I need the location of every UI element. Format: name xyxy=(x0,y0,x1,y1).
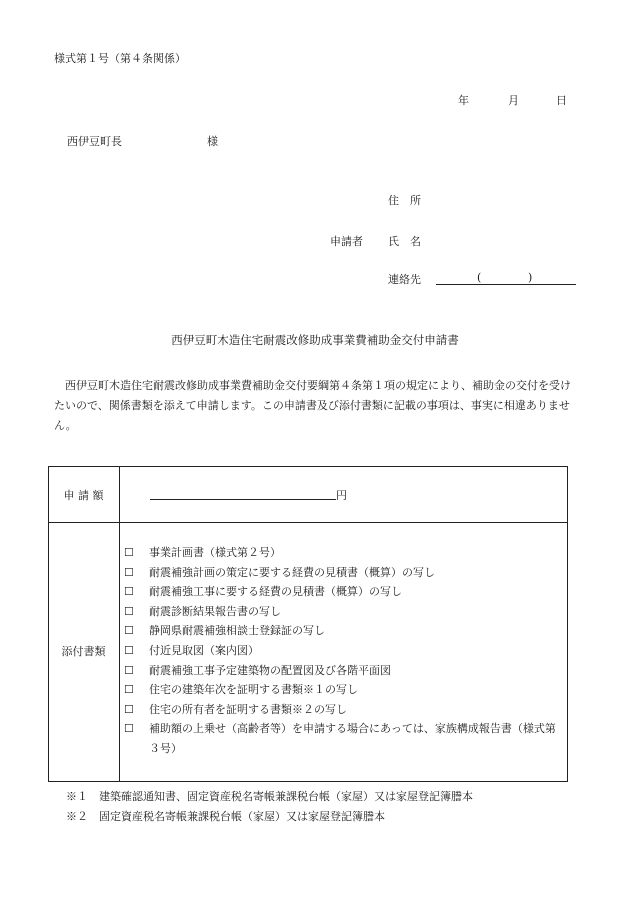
checkbox-icon: ☐ xyxy=(124,722,134,736)
checkbox-icon: ☐ xyxy=(124,702,134,716)
attachment-text: 静岡県耐震補強相談士登録証の写し xyxy=(149,624,325,638)
body-paragraph: 西伊豆町木造住宅耐震改修助成事業費補助金交付要綱第４条第１項の規定により、補助金の交付を受けたいので、関係書類を添えて申請します。この申請書及び添付書類に記載の事項は、事実に相違ありません。 xyxy=(54,379,571,432)
attachment-text: 住宅の建築年次を証明する書類※１の写し xyxy=(149,683,358,697)
date-year-label: 年 xyxy=(458,94,469,107)
address-label: 住 所 xyxy=(388,194,421,207)
contact-label: 連絡先 xyxy=(388,273,421,286)
list-item xyxy=(124,680,566,700)
checkbox-icon: ☐ xyxy=(124,585,134,599)
attachments-label: 添付書類 xyxy=(61,645,106,658)
form-number: 様式第１号（第４条関係） xyxy=(54,52,186,65)
table-row-divider xyxy=(48,522,568,523)
attachment-text: 耐震補強工事予定建築物の配置図及び各階平面図 xyxy=(149,663,391,677)
footnote-2: ※２ 固定資産税名寄帳兼課税台帳（家屋）又は家屋登記簿謄本 xyxy=(66,810,385,823)
list-item xyxy=(124,582,566,602)
list-item xyxy=(124,563,566,583)
date-month-label: 月 xyxy=(508,94,519,107)
list-item xyxy=(124,621,566,641)
amount-underline xyxy=(150,499,336,500)
attachment-text: 耐震補強工事に要する経費の見積書（概算）の写し xyxy=(149,585,402,599)
checkbox-icon: ☐ xyxy=(124,565,134,579)
name-label: 氏 名 xyxy=(388,235,421,248)
addressee-honorific: 様 xyxy=(207,135,218,148)
contact-close-paren: ) xyxy=(528,271,533,284)
attachment-text: 耐震診断結果報告書の写し xyxy=(149,604,281,618)
attachment-list xyxy=(124,543,566,759)
date-day-label: 日 xyxy=(556,94,567,107)
contact-open-paren: ( xyxy=(477,271,482,284)
footnote-1: ※１ 建築確認通知書、固定資産税名寄帳兼課税台帳（家屋）又は家屋登記簿謄本 xyxy=(66,790,473,803)
attachment-text: 付近見取図（案内図） xyxy=(149,643,259,657)
table-column-divider xyxy=(119,466,120,782)
checkbox-icon: ☐ xyxy=(124,624,134,638)
checkbox-icon: ☐ xyxy=(124,643,134,657)
checkbox-icon: ☐ xyxy=(124,683,134,697)
addressee-name: 西伊豆町長 xyxy=(67,135,122,148)
applicant-label: 申請者 xyxy=(330,235,363,248)
checkbox-icon: ☐ xyxy=(124,546,134,559)
list-item xyxy=(124,641,566,661)
amount-label: 申 請 額 xyxy=(63,489,104,502)
amount-unit: 円 xyxy=(336,489,347,502)
contact-underline xyxy=(436,284,576,285)
list-item xyxy=(124,700,566,720)
attachment-text: 事業計画書（様式第２号） xyxy=(149,546,281,559)
checkbox-icon: ☐ xyxy=(124,604,134,618)
attachment-text: 住宅の所有者を証明する書類※２の写し xyxy=(149,702,347,716)
attachment-text: 補助額の上乗せ（高齢者等）を申請する場合にあっては、家族構成報告書（様式第３号） xyxy=(149,722,556,755)
list-item xyxy=(124,543,566,563)
list-item xyxy=(124,602,566,622)
list-item xyxy=(124,661,566,681)
checkbox-icon: ☐ xyxy=(124,663,134,677)
document-title: 西伊豆町木造住宅耐震改修助成事業費補助金交付申請書 xyxy=(171,333,459,347)
attachment-text: 耐震補強計画の策定に要する経費の見積書（概算）の写し xyxy=(149,565,435,579)
list-item xyxy=(124,719,566,758)
